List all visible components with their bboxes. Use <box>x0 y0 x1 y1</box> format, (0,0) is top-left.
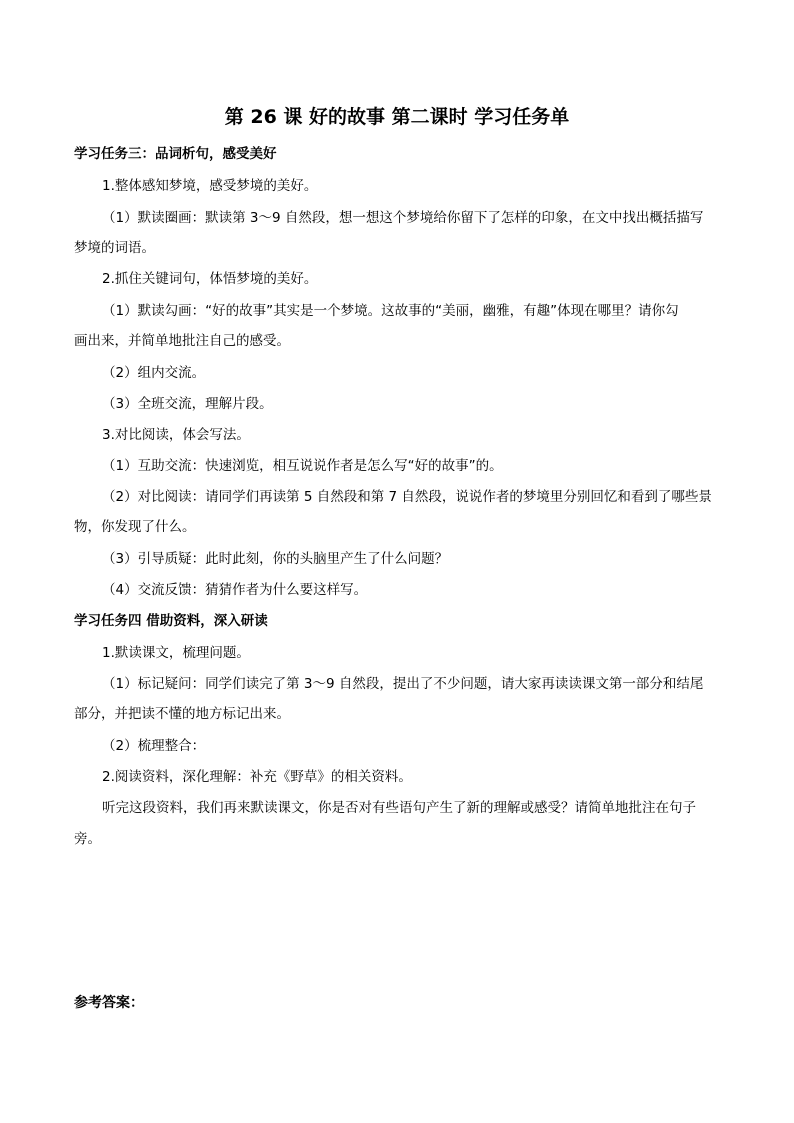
task4-item1: 1.默读课文，梳理问题。 <box>102 645 250 661</box>
task4-paragraph-line1: 听完这段资料，我们再来默读课文，你是否对有些语句产生了新的理解或感受？请简单地批注在句子 <box>102 800 696 816</box>
task3-item3-4: （4）交流反馈：猜猜作者为什么要这样写。 <box>102 582 368 598</box>
task3-item2: 2.抓住关键词句，体悟梦境的美好。 <box>102 271 318 287</box>
task4-paragraph-line2: 旁。 <box>74 831 101 847</box>
task3-item3-3: （3）引导质疑：此时此刻，你的头脑里产生了什么问题？ <box>102 551 449 567</box>
task4-item1-1-line1: （1）标记疑问：同学们读完了第 3～9 自然段，提出了不少问题，请大家再读读课文第一部分和结尾 <box>102 676 704 692</box>
task3-item2-1-line2: 画出来，并简单地批注自己的感受。 <box>74 333 290 349</box>
task4-item2: 2.阅读资料，深化理解：补充《野草》的相关资料。 <box>102 769 412 785</box>
task3-item1: 1.整体感知梦境，感受梦境的美好。 <box>102 178 318 194</box>
task3-item3-2-line1: （2）对比阅读：请同学们再读第 5 自然段和第 7 自然段，说说作者的梦境里分别回忆和看到了哪些景 <box>102 489 712 505</box>
task3-item2-1-line1: （1）默读勾画：“好的故事”其实是一个梦境。这故事的“美丽，幽雅，有趣”体现在哪里？请你勾 <box>102 303 679 319</box>
task3-item2-2: （2）组内交流。 <box>102 365 206 381</box>
task3-item3-1: （1）互助交流：快速浏览，相互说说作者是怎么写“好的故事”的。 <box>102 458 503 474</box>
task3-item3-2-line2: 物，你发现了什么。 <box>74 519 196 535</box>
task3-item3: 3.对比阅读，体会写法。 <box>102 427 250 443</box>
page-title: 第 26 课 好的故事 第二课时 学习任务单 <box>224 106 570 128</box>
task3-heading: 学习任务三：品词析句，感受美好 <box>74 146 277 162</box>
task4-item1-1-line2: 部分，并把读不懂的地方标记出来。 <box>74 706 290 722</box>
answer-heading: 参考答案： <box>74 995 144 1011</box>
task4-heading: 学习任务四 借助资料，深入研读 <box>74 613 268 629</box>
task3-item1-1-line2: 梦境的词语。 <box>74 240 155 256</box>
task3-item2-3: （3）全班交流，理解片段。 <box>102 396 273 412</box>
task4-item1-2: （2）梳理整合： <box>102 738 206 754</box>
task3-item1-1-line1: （1）默读圈画：默读第 3～9 自然段，想一想这个梦境给你留下了怎样的印象，在文中找出概括描写 <box>102 210 704 226</box>
